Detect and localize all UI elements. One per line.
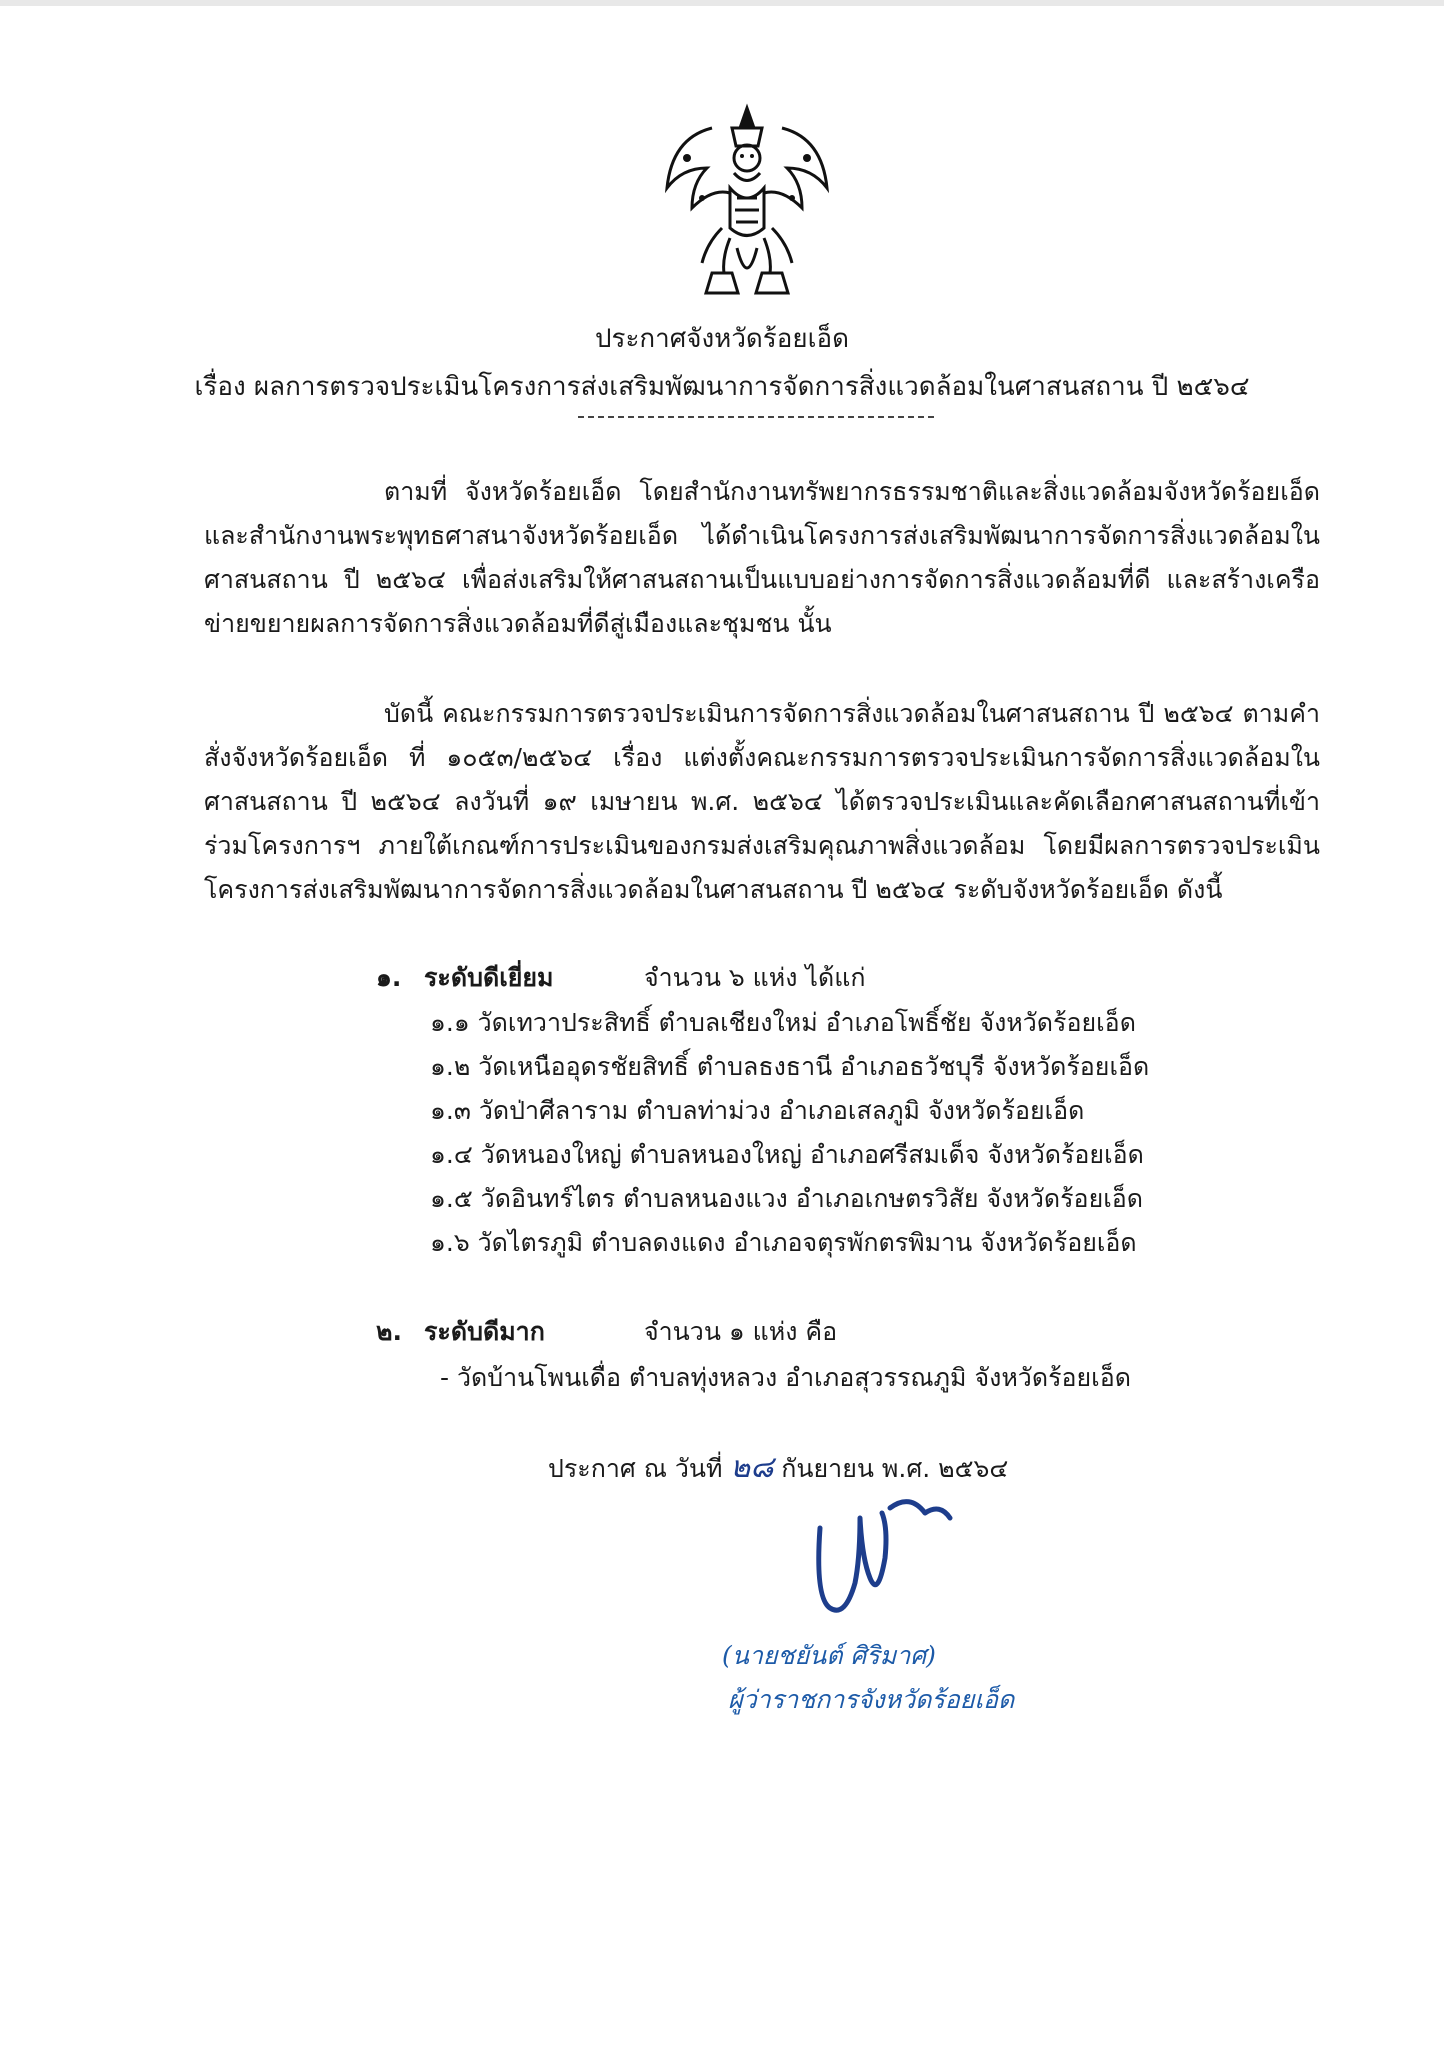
level-1-count: จำนวน ๖ แห่ง ได้แก่ [644, 963, 866, 992]
signatory-name: (นายชยันต์ ศิริมาศ) [722, 1641, 936, 1670]
announcement-date [548, 1444, 1008, 1491]
level-2-item: - วัดบ้านโพนเดื่อ ตำบลทุ่งหลวง อำเภอสุวรรณภูมิ จังหวัดร้อยเอ็ด [440, 1363, 1131, 1392]
handwritten-signature [800, 1488, 980, 1638]
level-1-number: ๑. [376, 963, 402, 992]
level-1-item: ๑.๒ วัดเหนืออุดรชัยสิทธิ์ ตำบลธงธานี อำเภอธวัชบุรี จังหวัดร้อยเอ็ด [430, 1052, 1150, 1081]
level-1-item: ๑.๖ วัดไตรภูมิ ตำบลดงแดง อำเภอจตุรพักตรพิมาน จังหวัดร้อยเอ็ด [430, 1228, 1137, 1257]
title-divider [578, 416, 934, 418]
level-2-name: ระดับดีมาก [424, 1317, 545, 1346]
paragraph-result: บัดนี้ คณะกรรมการตรวจประเมินการจัดการสิ่งแวดล้อมในศาสนสถาน ปี ๒๕๖๔ ตามคำสั่งจังหวัดร้อยเอ็ด ที่ ๑๐๕๓/๒๕๖๔ เรื่อง แต่งตั้งคณะกรรมการตรวจประเมินการจัดการสิ่งแวดล้อมในศาสนสถาน ปี ๒๕๖๔ ลงวันที่ ๑๙ เมษายน พ.ศ. ๒๕๖๔ ได้ตรวจประเมินและคัดเลือกศาสนสถานที่เข้าร่วมโครงการฯ ภายใต้เกณฑ์การประเมินของกรมส่งเสริมคุณภาพสิ่งแวดล้อม โดยมีผลการตรวจประเมินโครงการส่งเสริมพัฒนาการจัดการสิ่งแวดล้อมในศาสนสถาน ปี ๒๕๖๔ ระดับจังหวัดร้อยเอ็ด ดังนี้ [204, 699, 1320, 904]
level-1-item: ๑.๓ วัดป่าศีลาราม ตำบลท่าม่วง อำเภอเสลภูมิ จังหวัดร้อยเอ็ด [430, 1096, 1085, 1125]
date-day-handwritten: ๒๘ [730, 1450, 774, 1485]
announcement-title: ประกาศจังหวัดร้อยเอ็ด [594, 324, 850, 354]
announcement-subject: เรื่อง ผลการตรวจประเมินโครงการส่งเสริมพัฒนาการจัดการสิ่งแวดล้อมในศาสนสถาน ปี ๒๕๖๔ [194, 372, 1250, 402]
level-1-item: ๑.๔ วัดหนองใหญ่ ตำบลหนองใหญ่ อำเภอศรีสมเด็จ จังหวัดร้อยเอ็ด [430, 1140, 1144, 1169]
level-2-count: จำนวน ๑ แห่ง คือ [644, 1317, 838, 1346]
scan-edge [0, 0, 1444, 6]
level-1-item: ๑.๑ วัดเทวาประสิทธิ์ ตำบลเชียงใหม่ อำเภอโพธิ์ชัย จังหวัดร้อยเอ็ด [430, 1008, 1136, 1037]
garuda-emblem-icon [652, 98, 842, 303]
paragraph-background: ตามที่ จังหวัดร้อยเอ็ด โดยสำนักงานทรัพยากรธรรมชาติและสิ่งแวดล้อมจังหวัดร้อยเอ็ดและสำนักงานพระพุทธศาสนาจังหวัดร้อยเอ็ด ได้ดำเนินโครงการส่งเสริมพัฒนาการจัดการสิ่งแวดล้อมในศาสนสถาน ปี ๒๕๖๔ เพื่อส่งเสริมให้ศาสนสถานเป็นแบบอย่างการจัดการสิ่งแวดล้อมที่ดี และสร้างเครือข่ายขยายผลการจัดการสิ่งแวดล้อมที่ดีสู่เมืองและชุมชน นั้น [204, 477, 1320, 638]
date-prefix: ประกาศ ณ วันที่ [548, 1454, 723, 1483]
level-2-number: ๒. [376, 1317, 402, 1346]
signatory-title: ผู้ว่าราชการจังหวัดร้อยเอ็ด [728, 1685, 1015, 1714]
level-1-name: ระดับดีเยี่ยม [424, 963, 554, 992]
level-1-item: ๑.๕ วัดอินทร์ไตร ตำบลหนองแวง อำเภอเกษตรวิสัย จังหวัดร้อยเอ็ด [430, 1184, 1144, 1213]
date-suffix: กันยายน พ.ศ. ๒๕๖๔ [781, 1454, 1009, 1483]
